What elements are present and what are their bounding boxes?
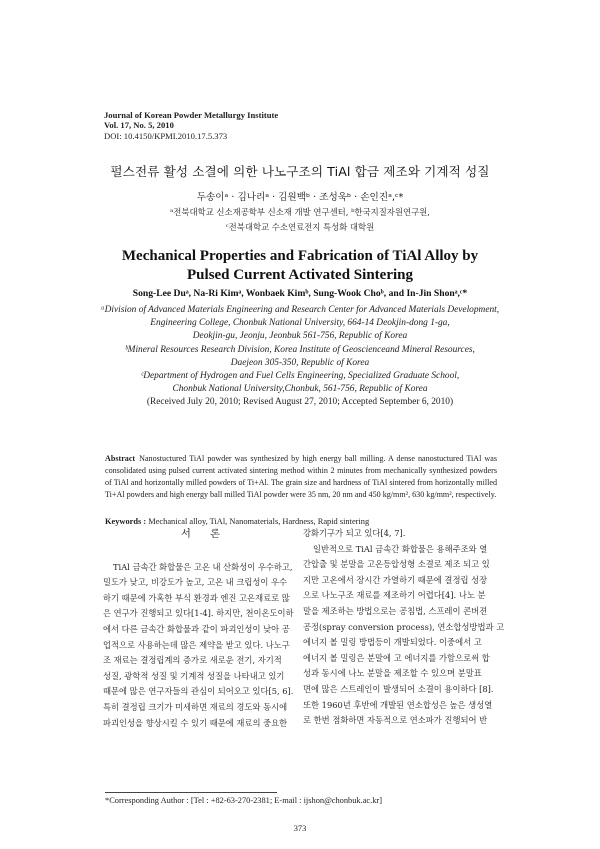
body-text-line: 공정(spray conversion process), 연소합성방법과 고 <box>303 621 505 632</box>
english-affiliation-line: Engineering College, Chonbuk National University, 664-14 Deokjin-dong 1-ga, <box>150 318 450 329</box>
introduction-paragraph <box>103 560 306 732</box>
korean-affiliation-line: ᵃ전북대학교 신소재공학부 신소재 개발 연구센터, ᵇ한국지질자원연구원, <box>170 207 430 217</box>
korean-affiliations <box>0 205 600 235</box>
body-text-line: 업적으로 사용하는데 많은 제약을 받고 있다. 나노구 <box>103 639 290 650</box>
body-text-line: 은 연구가 진행되고 있다[1-4]. 하지만, 천이온도이하 <box>103 608 294 619</box>
english-title <box>0 247 600 285</box>
body-text-line: 성과 동시에 나노 분말을 제조할 수 있으며 분말표 <box>303 668 482 679</box>
body-text-line: 밀도가 낮고, 비강도가 높고, 고온 내 크립성이 우수 <box>103 577 288 588</box>
body-text-line: 에너지 볼 밀링은 분말에 고 에너지를 가함으로써 합 <box>303 652 490 663</box>
body-text-line: 파괴인성을 향상시킬 수 있기 때문에 재료의 중요한 <box>103 717 288 728</box>
body-text-line: 조 재료는 결정립계의 증가로 새로운 전기, 자기적 <box>103 655 282 666</box>
korean-title: 펄스전류 활성 소결에 의한 나노구조의 TiAl 합금 제조와 기계적 성질 <box>110 164 490 179</box>
body-text-line: 또한 1960년 후반에 개발된 연소합성은 높은 생성열 <box>303 699 493 710</box>
body-text-line: 강화기구가 되고 있다[4, 7]. <box>303 528 406 538</box>
body-text-line: 으로 나노구조 재료를 제조하기 어렵다[4]. 나노 분 <box>303 590 486 601</box>
abstract-text: Nanostuctured TiAl powder was synthesized by high energy ball milling. A dense nanostuctured TiAl was consolidated using pulsed current activated sintering method within 2 minutes from mechanically synthesized powders of TiAl and horizontally milled powders of Ti+Al. The grain size and hardness of TiAl sintered from horizontally milled Ti+Al powders and high energy ball milled TiAl powder were 35 nm, 20 nm and 450 kg/mm², 630 kg/mm², respectively. <box>105 454 497 500</box>
body-column-right <box>303 526 509 729</box>
english-affiliation-line: ᵇMineral Resources Research Division, Korea Institute of Geoscienceand Mineral Resources, <box>125 344 475 355</box>
body-text-line: 로 한번 점화하면 자동적으로 연소파가 진행되어 반 <box>303 715 488 726</box>
korean-authors: 두송이ᵃ · 김나리ᵃ · 김원백ᵇ · 조성욱ᵇ · 손인진ᵃ,ᶜ* <box>196 192 404 203</box>
body-text-line: TiAl 금속간 화합물은 고온 내 산화성이 우수하고, <box>113 561 293 572</box>
english-affiliation-line: Deokjin-gu, Jeonju, Jeonbuk 561-756, Republic of Korea <box>192 331 408 342</box>
keywords-label: Keywords : <box>105 517 147 526</box>
keywords-text: Mechanical alloy, TiAl, Nanomaterials, Hardness, Rapid sintering <box>146 517 370 526</box>
korean-affiliation-line: ᶜ전북대학교 수소연료전지 특성화 대학원 <box>225 222 375 232</box>
english-affiliation-line: ᶜDepartment of Hydrogen and Fuel Cells Engineering, Specialized Graduate School, <box>140 371 460 382</box>
page-number: 373 <box>293 824 307 833</box>
body-text-line: 하기 때문에 가혹한 부식 환경과 엔진 고온재료로 많 <box>103 592 290 603</box>
english-affiliation-line: Daejeon 305-350, Republic of Korea <box>230 357 370 368</box>
keywords <box>105 517 497 526</box>
english-affiliation-line: Chonbuk National University,Chonbuk, 561-756, Republic of Korea <box>172 384 428 395</box>
english-affiliation-line: ᵃDivision of Advanced Materials Engineering and Research Center for Advanced Materials Development, <box>100 305 500 315</box>
body-text-line: 일반적으로 TiAl 금속간 화합물은 용해주조와 열 <box>313 543 488 554</box>
body-text-line: 말을 제조하는 방법으로는 공침법, 스프레이 콘버젼 <box>303 605 488 616</box>
english-authors: Song-Lee Duᵃ, Na-Ri Kimᵃ, Wonbaek Kimᵇ, Sung-Wook Choᵇ, and In-Jin Shonᵃ,ᶜ* <box>132 288 468 299</box>
journal-name: Journal of Korean Powder Metallurgy Institute <box>104 110 279 120</box>
corresponding-author-footnote: *Corresponding Author : [Tel : +82-63-270-2381; E-mail : ijshon@chonbuk.ac.kr] <box>105 796 383 805</box>
body-text-line: 성질, 광학적 성질 및 기계적 성질을 나타내고 있기 <box>103 670 285 681</box>
journal-header <box>104 110 278 141</box>
section-heading-introduction: 서 론 <box>181 529 228 540</box>
footnote-divider <box>105 792 277 793</box>
body-text-line: 지만 고온에서 장시간 가열하기 때문에 결정립 성장 <box>303 574 488 585</box>
body-text-line: 특히 결정립 크기가 미세하면 재료의 경도와 동시에 <box>103 701 288 712</box>
body-column-left <box>103 526 306 731</box>
abstract-label: Abstract <box>105 454 136 463</box>
english-affiliations <box>0 304 600 410</box>
english-title-line: Pulsed Current Activated Sintering <box>187 267 413 283</box>
body-text-line: 면에 많은 스트레인이 발생되어 소결이 용이하다 [8]. <box>303 683 494 694</box>
introduction-paragraph-continued <box>303 526 509 729</box>
received-dates: (Received July 20, 2010; Revised August 27, 2010; Accepted September 6, 2010) <box>146 397 454 408</box>
english-title-line: Mechanical Properties and Fabrication of TiAl Alloy by <box>121 248 479 264</box>
journal-doi: DOI: 10.4150/KPMI.2010.17.5.373 <box>104 130 228 141</box>
body-text-line: 에너지 볼 밀링 방법등이 개발되었다. 이중에서 고 <box>303 637 482 648</box>
body-text-line: 에서 다른 금속간 화합물과 같이 파괴인성이 낮아 공 <box>103 623 290 634</box>
journal-volume: Vol. 17, No. 5, 2010 <box>104 120 174 131</box>
abstract <box>105 453 497 501</box>
body-text-line: 때문에 많은 연구자들의 관심이 되어오고 있다[5, 6]. <box>103 686 294 697</box>
body-text-line: 간압출 및 분말을 고온등압성형 소결로 제조 되고 있 <box>303 559 490 570</box>
